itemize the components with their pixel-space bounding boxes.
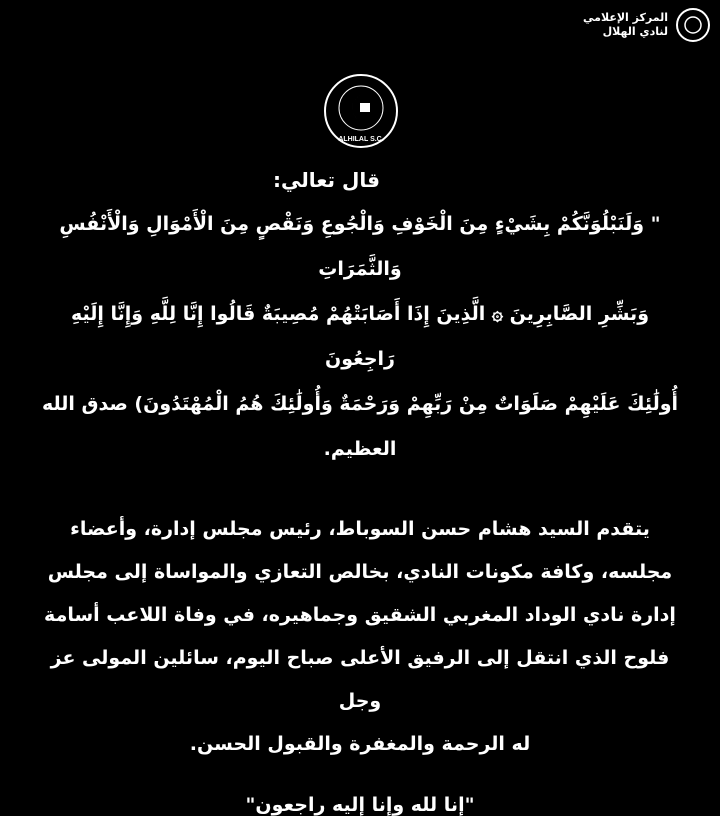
brand-line-2: لنادي الهلال bbox=[602, 25, 668, 38]
condolence-statement bbox=[40, 508, 680, 766]
quote-title: قال تعالي: bbox=[273, 168, 380, 192]
alhilal-crest-icon bbox=[676, 8, 710, 42]
alhilal-logo-icon bbox=[322, 72, 400, 150]
quran-verse bbox=[40, 202, 680, 472]
verse-line: وَبَشِّرِ الصَّابِرِينَ ۞ الَّذِينَ إِذَا أَصَابَتْهُمْ مُصِيبَةٌ قَالُوا إِنَّا لِلَّهِ وَإِنَّا إِلَيْهِ رَاجِعُونَ bbox=[70, 303, 649, 370]
brand-text bbox=[583, 11, 668, 39]
media-center-brand bbox=[583, 8, 710, 42]
brand-line-1: المركز الإعلامي bbox=[583, 11, 668, 24]
verse-line: أُولَٰئِكَ عَلَيْهِمْ صَلَوَاتٌ مِنْ رَبِّهِمْ وَرَحْمَةٌ وَأُولَٰئِكَ هُمُ الْمُهْتَدُونَ) صدق الله bbox=[41, 393, 679, 415]
logo-text: ALHILAL S.C. bbox=[338, 136, 384, 143]
statement-line: مجلسه، وكافة مكونات النادي، بخالص التعازي والمواساة إلى مجلس bbox=[47, 561, 673, 583]
statement-line: إدارة نادي الوداد المغربي الشقيق وجماهيره، في وفاة اللاعب أسامة bbox=[44, 604, 676, 626]
closing-phrase: "إنا لله وإنا إليه راجعون" bbox=[245, 794, 475, 816]
verse-line: " وَلَنَبْلُوَنَّكُمْ بِشَيْءٍ مِنَ الْخَوْفِ وَالْجُوعِ وَنَقْصٍ مِنَ الْأَمْوَالِ وَالْأَنْفُسِ وَالثَّمَرَاتِ bbox=[59, 213, 661, 280]
statement-line: يتقدم السيد هشام حسن السوباط، رئيس مجلس إدارة، وأعضاء bbox=[70, 518, 650, 540]
verse-line: العظيم. bbox=[323, 438, 397, 460]
statement-line: له الرحمة والمغفرة والقبول الحسن. bbox=[189, 733, 531, 755]
statement-line: فلوح الذي انتقل إلى الرفيق الأعلى صباح اليوم، سائلين المولى عز وجل bbox=[50, 647, 670, 712]
condolence-post bbox=[40, 168, 680, 816]
